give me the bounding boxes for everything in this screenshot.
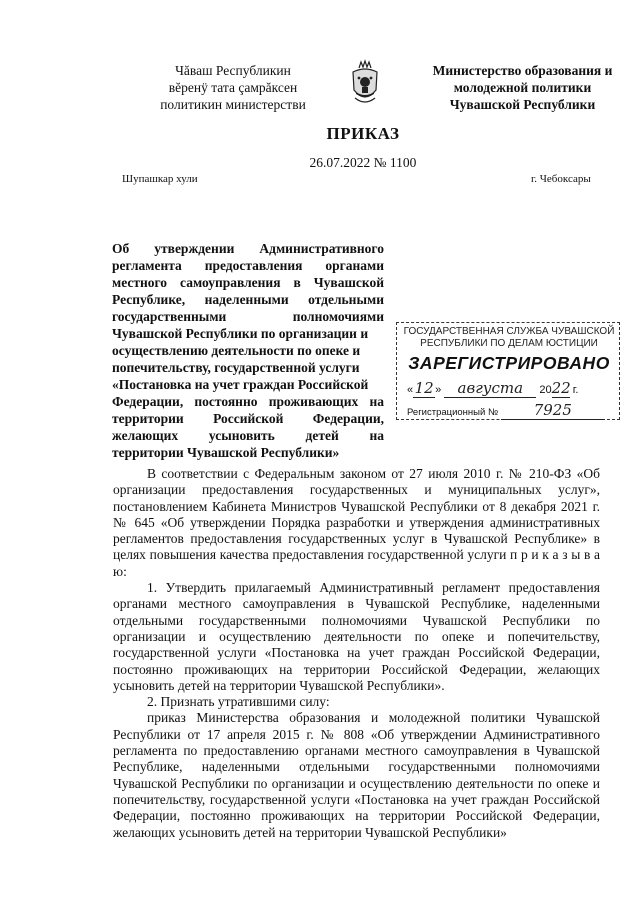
subject-word: усыновить — [208, 428, 275, 443]
subject-word: на — [369, 394, 384, 409]
subject-line — [112, 308, 384, 325]
subject-word: Российской — [213, 411, 284, 426]
subject-word: Федерации, — [312, 411, 384, 426]
stamp-year-unit: г. — [572, 384, 579, 396]
subject-word: регламента — [112, 258, 182, 273]
subject-word: Чувашской — [313, 275, 384, 290]
body-paragraph: В соответствии с Федеральным законом от 27 июля 2010 г. № 210-ФЗ «Об организации предоставления государственных и муниципальных услуг», постановлением Кабинета Министров Чувашской Республики от 8 декабря 2021 г. № 645 «Об утверждении Порядка разработки и утверждения административных регламентов предоставления государственных услуг в Чувашской Республике» в целях повышения качества предоставления государственной услуги п р и к а з ы в а ю: — [113, 466, 600, 579]
header-right-line: молодежной политики — [453, 80, 592, 95]
subject-word: наделенными — [204, 292, 289, 307]
subject-line: осуществлению деятельности по опеке и — [112, 343, 361, 358]
subject-word: полномочиями — [292, 309, 384, 324]
subject-line: Чувашской Республики по организации и — [112, 326, 369, 341]
stamp-line: РЕСПУБЛИКИ ПО ДЕЛАМ ЮСТИЦИИ — [420, 338, 598, 349]
header-left-line: политикин министерстви — [160, 97, 306, 112]
subject-word: самоуправления — [180, 275, 281, 290]
stamp-date: «12» августа 2022 г. — [407, 379, 579, 397]
body-paragraph: 2. Признать утратившими силу: — [147, 694, 330, 710]
stamp-year-prefix: 20 — [539, 384, 552, 396]
subject-word: постоянно — [194, 394, 258, 409]
subject-word: детей — [305, 428, 339, 443]
subject-word: Федерации, — [112, 394, 184, 409]
order-date-number: 26.07.2022 № 1100 — [309, 155, 417, 170]
header-left-line: Чăваш Республикин — [175, 63, 291, 78]
subject-word: предоставления — [204, 258, 303, 273]
place-russian: г. Чебоксары — [531, 173, 591, 185]
subject-word: органами — [325, 258, 384, 273]
subject-line — [112, 274, 384, 291]
header-right-russian — [420, 62, 625, 113]
subject-line — [112, 291, 384, 308]
subject-line: территории Чувашской Республики» — [112, 445, 340, 460]
body-paragraph: приказ Министерства образования и молодежной политики Чувашской Республики от 17 апреля 2015 г. № 808 «Об утверждении Административного регламента по предоставлению органами местного самоуправления в Чувашской Республике, наделенными отдельными государственными полномочиями Чувашской Республики по организации и осуществлению деятельности по опеке и попечительству, государственной услуги «Постановка на учет граждан Российской Федерации, постоянно проживающих на территории Российской Федерации, желающих усыновить детей на территории Чувашской Республики» — [113, 710, 600, 840]
subject-word: государственными — [112, 309, 227, 324]
stamp-line: ГОСУДАРСТВЕННАЯ СЛУЖБА ЧУВАШСКОЙ — [403, 326, 615, 337]
stamp-status: ЗАРЕГИСТРИРОВАНО — [408, 353, 610, 373]
stamp-reg-label: Регистрационный № — [407, 407, 499, 418]
stamp-authority — [403, 326, 615, 350]
subject-word: на — [369, 428, 384, 443]
header-left-chuvash — [128, 62, 338, 113]
body-paragraph: 1. Утвердить прилагаемый Административный регламент предоставления органами местного самоуправления в Чувашской Республике, наделенными отдельными государственными полномочиями Чувашской Республики по организации и осуществлению деятельности по опеке и попечительству, государственной услуги «Постановка на учет граждан Российской Федерации, постоянно проживающих на территории Российской Федерации, желающих усыновить детей на территории Чувашской Республики». — [113, 580, 600, 693]
place-chuvash: Шупашкар хули — [122, 173, 198, 185]
stamp-year-suffix: 22 — [551, 379, 571, 397]
subject-word: Административного — [259, 241, 384, 256]
subject-word: в — [293, 275, 301, 290]
order-subject — [112, 240, 384, 461]
document-title: ПРИКАЗ — [326, 124, 400, 143]
subject-line — [112, 427, 384, 444]
subject-line — [112, 257, 384, 274]
subject-line — [112, 393, 384, 410]
stamp-registration — [407, 401, 617, 420]
subject-line — [112, 240, 384, 257]
subject-line: попечительству, государственной услуги — [112, 360, 360, 375]
subject-word: Республике, — [112, 292, 186, 307]
subject-word: утверждении — [154, 241, 235, 256]
stamp-month: августа — [444, 379, 536, 398]
header-right-line: Чувашской Республики — [449, 97, 596, 112]
registration-stamp — [396, 322, 620, 420]
coat-of-arms-icon — [345, 58, 385, 108]
subject-word: территории — [112, 411, 184, 426]
subject-line — [112, 410, 384, 427]
subject-word: местного — [112, 275, 168, 290]
subject-word: проживающих — [268, 394, 359, 409]
header-left-line: вĕренÿ тата çамрăксен — [168, 80, 298, 95]
subject-word: Об — [112, 241, 130, 256]
stamp-reg-number: 7925 — [501, 401, 605, 420]
order-body — [113, 466, 600, 841]
header-right-line: Министерство образования и — [432, 63, 613, 78]
subject-word: отдельными — [308, 292, 384, 307]
stamp-day: 12 — [414, 379, 434, 397]
subject-line: «Постановка на учет граждан Российской — [112, 377, 369, 392]
subject-word: желающих — [112, 428, 179, 443]
